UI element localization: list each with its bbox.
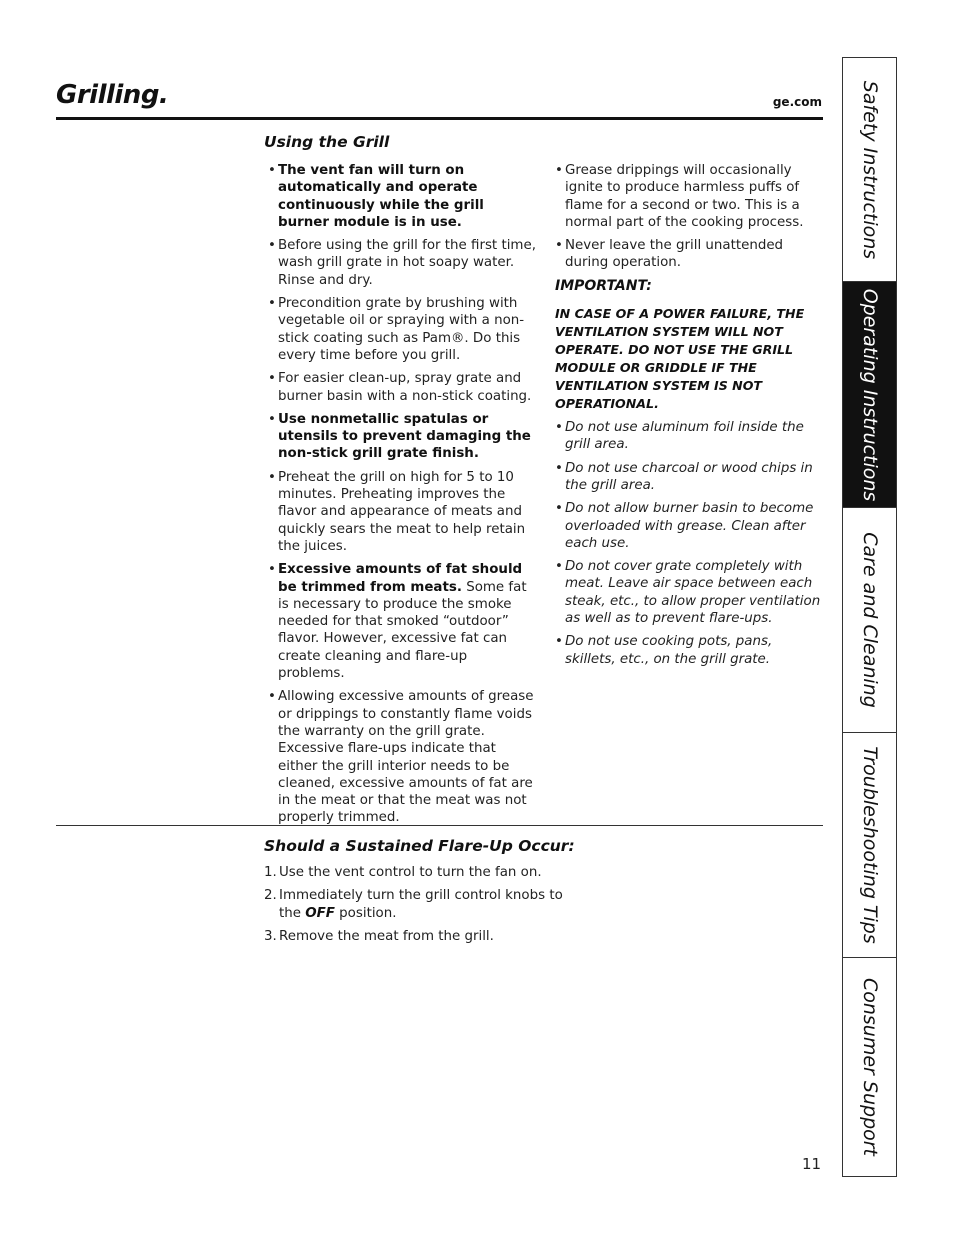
important-heading: IMPORTANT: (555, 277, 652, 294)
tab-care-and-cleaning[interactable] (843, 508, 896, 733)
step-text-part: Immediately turn the grill control knobs to the (279, 888, 563, 921)
list-item (268, 162, 536, 231)
left-column (268, 162, 536, 833)
step-item (264, 887, 564, 922)
bullet-text: Precondition grate by brushing with vegetable oil or spraying with a non-stick coating such as Pam®. Do this every time before you grill. (278, 296, 525, 363)
bullet-text: Do not use cooking pots, pans, skillets, etc., on the grill grate. (565, 634, 773, 667)
step-text (279, 864, 542, 881)
tab-troubleshooting-tips[interactable] (843, 733, 896, 958)
list-item (268, 411, 536, 463)
list-item (555, 162, 825, 231)
bullet-text: Do not use aluminum foil inside the grill area. (565, 420, 804, 453)
list-item (268, 370, 536, 405)
list-item (555, 237, 825, 272)
section-heading-flare-up: Should a Sustained Flare-Up Occur: (264, 837, 575, 855)
side-tab-strip (842, 57, 897, 1177)
list-item (555, 558, 825, 627)
tab-operating-instructions[interactable] (843, 282, 896, 508)
tab-label: Operating Instructions (858, 288, 881, 501)
section-heading-using-grill: Using the Grill (264, 133, 390, 151)
bullet-text: Do not allow burner basin to become overloaded with grease. Clean after each use. (565, 501, 814, 551)
bullet-text: Grease drippings will occasionally ignite to produce harmless puffs of flame for a second or two. This is a normal part of the cooking process. (565, 163, 804, 230)
list-item (268, 237, 536, 289)
important-bullet-list (555, 419, 825, 668)
bullet-text: Never leave the grill unattended during operation. (565, 238, 784, 271)
tab-label: Consumer Support (858, 977, 881, 1157)
bullet-bold: Excessive amounts of fat should be trimmed from meats. (278, 562, 523, 595)
list-item (555, 633, 825, 668)
page-title: Grilling. (56, 80, 169, 110)
right-bullet-list (555, 162, 825, 272)
step-text (279, 928, 494, 945)
step-number: 2. (264, 888, 277, 904)
left-bullet-list (268, 162, 536, 827)
header-rule (56, 117, 823, 120)
section-divider (56, 825, 823, 826)
bullet-bold: The vent fan will turn on automatically and operate continuously while the grill burner module is in use. (278, 163, 484, 230)
tab-label: Troubleshooting Tips (858, 746, 881, 944)
list-item (268, 561, 536, 682)
list-item (555, 419, 825, 454)
bullet-text: Preheat the grill on high for 5 to 10 minutes. Preheating improves the flavor and appearance of meats and quickly sears the meat to help retain the juices. (278, 469, 526, 554)
list-item (555, 460, 825, 495)
bullet-text: Do not cover grate completely with meat. Leave air space between each steak, etc., to allow proper ventilation as well as to prevent flare-ups. (565, 559, 821, 627)
bullet-text: Some fat is necessary to produce the smoke needed for that smoked “outdoor” flavor. However, excessive fat can create cleaning and flare-up problems. (278, 579, 527, 682)
flare-up-steps (264, 864, 564, 951)
bullet-bold: Use nonmetallic spatulas or utensils to prevent damaging the non-stick grill grate finish. (278, 411, 531, 462)
step-text (279, 887, 564, 922)
tab-consumer-support[interactable] (843, 958, 896, 1176)
tab-safety-instructions[interactable] (843, 58, 896, 282)
right-column (555, 162, 825, 674)
bullet-text: Allowing excessive amounts of grease or drippings to constantly flame voids the warranty on the grill grate. Excessive flare-ups indicate that either the grill interior needs to be cleaned, excessive amounts of fat are in the meat or that the meat was not properly trimmed. (278, 689, 534, 826)
bullet-text: Do not use charcoal or wood chips in the grill area. (565, 460, 813, 493)
bullet-text: Before using the grill for the first time, wash grill grate in hot soapy water. Rinse and dry. (278, 238, 536, 288)
tab-label: Care and Cleaning (858, 532, 881, 708)
step-text-part: Use the vent control to turn the fan on. (279, 865, 542, 880)
step-number: 3. (264, 928, 277, 944)
off-keyword: OFF (305, 905, 335, 921)
step-text-part: Remove the meat from the grill. (279, 928, 494, 944)
step-item (264, 928, 564, 945)
step-item (264, 864, 564, 881)
page-number: 11 (802, 1155, 822, 1173)
list-item (268, 469, 536, 555)
step-number: 1. (264, 865, 277, 880)
step-text-part: position. (334, 905, 397, 921)
list-item (555, 500, 825, 552)
tab-label: Safety Instructions (858, 80, 881, 259)
list-item (268, 688, 536, 826)
site-url: ge.com (772, 95, 822, 109)
list-item (268, 295, 536, 364)
important-warning: IN CASE OF A POWER FAILURE, THE VENTILATION SYSTEM WILL NOT OPERATE. DO NOT USE THE GRILL MODULE OR GRIDDLE IF THE VENTILATION SYSTEM IS NOT OPERATIONAL. (555, 306, 805, 412)
bullet-text: For easier clean-up, spray grate and burner basin with a non-stick coating. (278, 371, 532, 404)
